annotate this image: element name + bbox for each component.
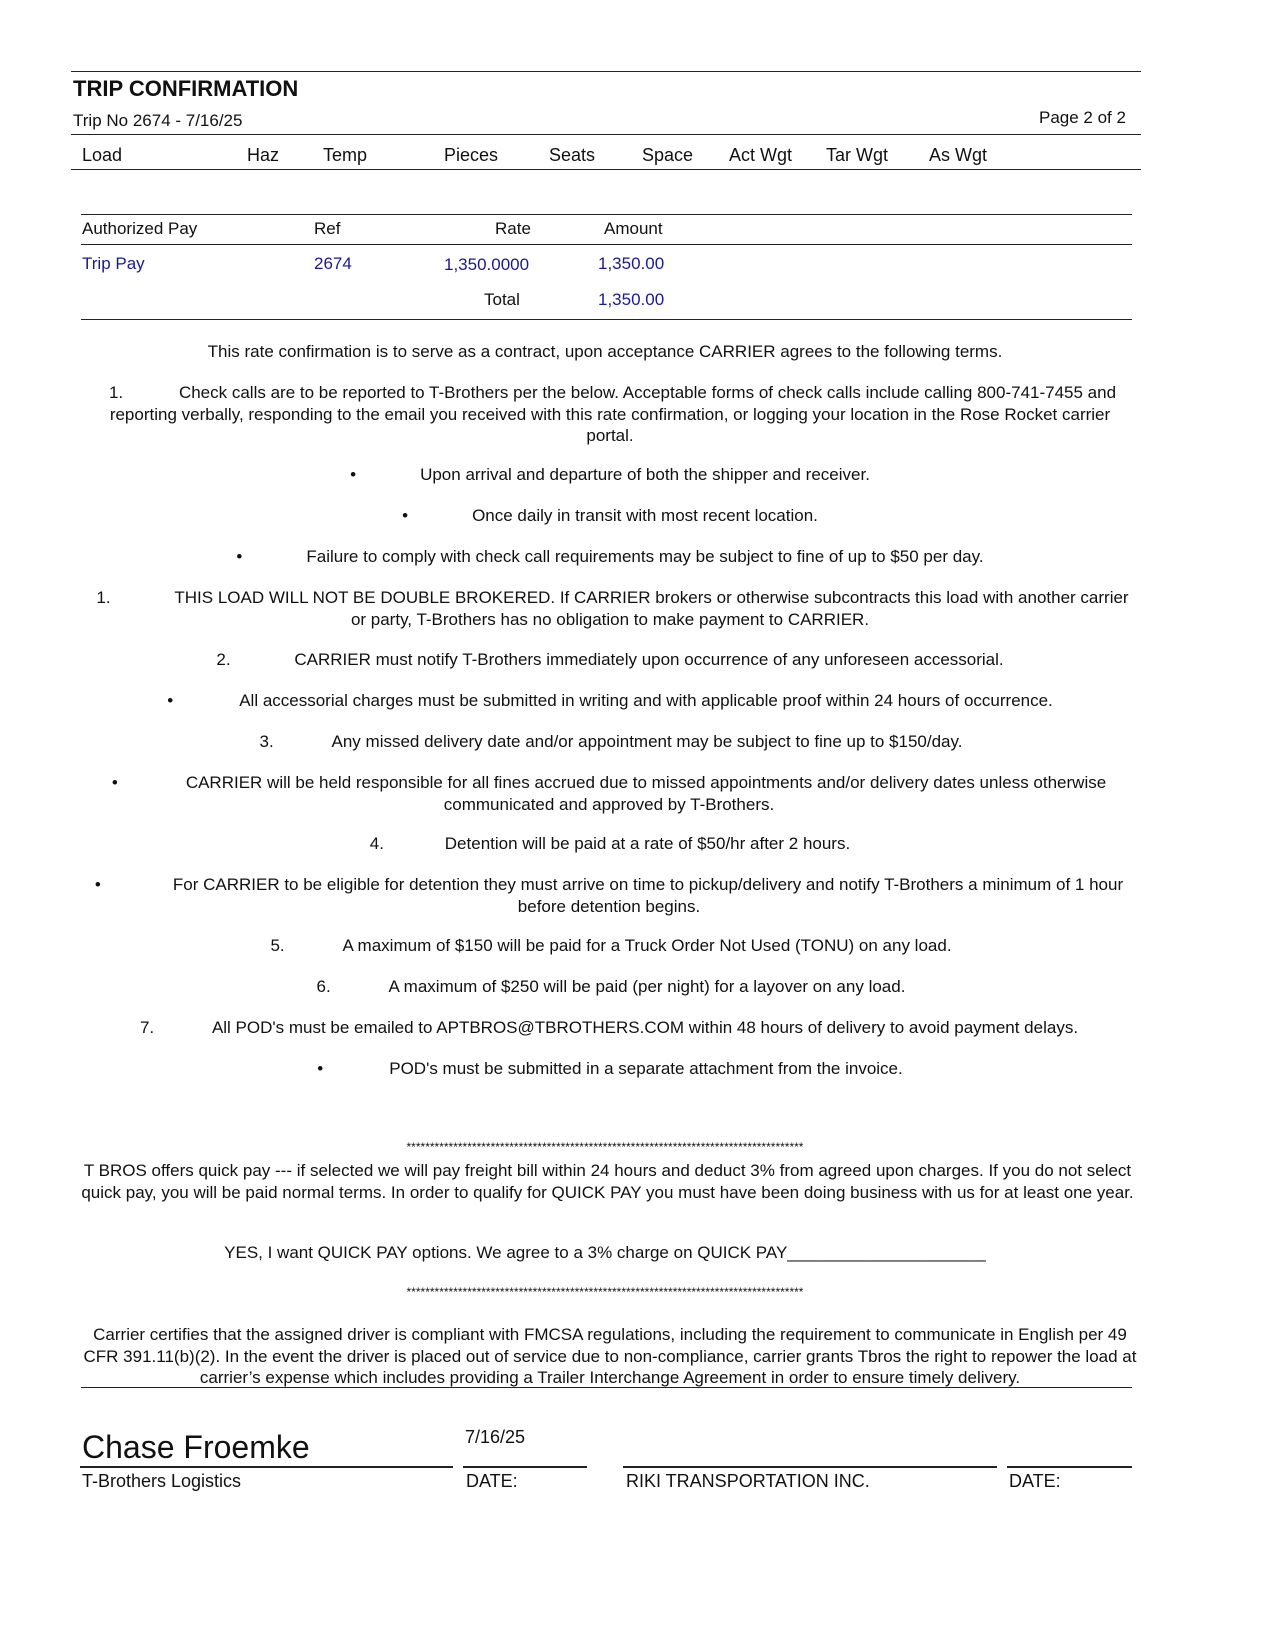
carrier-signature-line[interactable] [623,1466,997,1468]
term-text: POD's must be submitted in a separate attachment from the invoice. [389,1059,903,1078]
pay-table-bottom-rule [81,319,1132,320]
date-label: DATE: [466,1471,518,1491]
bullet-icon: • [94,875,101,894]
term-item [84,772,1134,815]
col-seats: Seats [549,145,596,165]
total-value: 1,350.00 [598,290,665,309]
term-item [350,833,870,855]
col-as-wgt: As Wgt [929,145,988,165]
page-indicator: Page 2 of 2 [1039,108,1126,127]
broker-signature-line [80,1466,453,1468]
term-text: Upon arrival and departure of both the shipper and receiver. [420,465,870,484]
cell-authorized-pay: Trip Pay [82,254,145,273]
header-top-rule [71,71,1141,72]
bullet-icon: • [350,465,357,484]
term-item [296,976,926,998]
col-act-wgt: Act Wgt [729,145,793,165]
quick-pay-opt-in[interactable]: YES, I want QUICK PAY options. We agree to a 3% charge on QUICK PAY_____________________ [224,1243,986,1262]
term-item [90,382,1130,447]
term-item [385,505,835,527]
term-marker: 1. [96,588,111,607]
cell-amount: 1,350.00 [598,254,665,273]
cell-ref: 2674 [314,254,352,273]
col-temp: Temp [323,145,368,165]
load-table-rule [71,169,1141,170]
col-space: Space [642,145,694,165]
carrier-date-line[interactable] [1007,1466,1132,1468]
col-haz: Haz [247,145,280,165]
term-text: All POD's must be emailed to APTBROS@TBROTHERS.COM within 48 hours of delivery to avoid payment delays. [211,1018,1079,1037]
col-tar-wgt: Tar Wgt [826,145,889,165]
carrier-name: RIKI TRANSPORTATION INC. [626,1471,870,1491]
term-marker: 1. [108,383,124,402]
bullet-icon: • [402,506,409,525]
broker-date: 7/16/25 [465,1427,526,1447]
term-text: Failure to comply with check call requirements may be subject to fine of up to $50 per day. [306,547,984,566]
term-item [84,874,1134,917]
trip-number: Trip No 2674 - 7/16/25 [73,111,243,130]
col-ref: Ref [314,219,341,238]
term-item [330,464,890,486]
stars-divider: ************************************************************************************* [406,1285,804,1299]
term-text: Any missed delivery date and/or appointment may be subject to fine up to $150/day. [331,732,963,751]
col-pieces: Pieces [444,145,499,165]
term-marker: 2. [216,650,231,669]
bullet-icon: • [111,773,118,792]
col-rate: Rate [495,219,531,238]
stars-divider: ************************************************************************************* [406,1140,804,1154]
term-item [246,935,976,957]
page-title: TRIP CONFIRMATION [73,76,299,101]
term-text: A maximum of $250 will be paid (per night) for a layover on any load. [388,977,906,996]
term-marker: 4. [369,834,384,853]
broker-name: T-Brothers Logistics [82,1471,242,1491]
term-marker: 6. [316,977,331,996]
broker-signature: Chase Froemke [82,1429,310,1465]
term-text: All accessorial charges must be submitted in writing and with applicable proof within 24 hours of occurrence. [239,691,1053,710]
term-marker: 5. [270,936,285,955]
col-authorized-pay: Authorized Pay [82,219,198,238]
term-text: For CARRIER to be eligible for detention they must arrive on time to pickup/delivery and notify T-Brothers a minimum of 1 hour before detention begins. [172,875,1124,916]
term-marker: 7. [139,1018,155,1037]
quick-pay-text: T BROS offers quick pay --- if selected we will pay freight bill within 24 hours and deduct 3% from agreed upon charges. If you do not select quick pay, you will be paid normal terms. In order to qualify for QUICK PAY you must have been doing business with us for at least one year. [81,1161,1134,1202]
pay-table-top-rule [81,214,1132,215]
term-marker: 3. [259,732,274,751]
term-text: A maximum of $150 will be paid for a Truck Order Not Used (TONU) on any load. [342,936,952,955]
carrier-certification: Carrier certifies that the assigned driver is compliant with FMCSA regulations, including the requirement to communicate in English per 49 CFR 391.11(b)(2). In the event the driver is placed out of service due to non-compliance, carrier grants Tbros the right to repower the load at carrier’s expense which includes providing a Trailer Interchange Agreement in order to ensure timely delivery. [83,1325,1137,1387]
term-item [114,1017,1104,1039]
broker-date-line [463,1466,587,1468]
term-text: CARRIER will be held responsible for all fines accrued due to missed appointments and/or delivery dates unless otherwise communicated and approved by T-Brothers. [185,773,1107,814]
col-load: Load [82,145,123,165]
bullet-icon: • [236,547,243,566]
term-item [140,690,1080,712]
bullet-icon: • [167,691,174,710]
total-label: Total [484,290,520,309]
header-rule [71,134,1141,135]
bullet-icon: • [317,1059,324,1078]
certification-rule [81,1387,1132,1388]
term-item [210,546,1010,568]
term-item [190,649,1030,671]
date-label: DATE: [1009,1471,1061,1491]
term-item [236,731,986,753]
col-amount: Amount [604,219,663,238]
term-text: Once daily in transit with most recent location. [472,506,818,525]
term-text: Check calls are to be reported to T-Brothers per the below. Acceptable forms of check calls include calling 800-741-7455 and reporting verbally, responding to the email you received with this rate confirmation, or logging your location in the Rose Rocket carrier portal. [109,383,1117,445]
term-text: Detention will be paid at a rate of $50/hr after 2 hours. [444,834,851,853]
terms-intro: This rate confirmation is to serve as a contract, upon acceptance CARRIER agrees to the following terms. [207,342,1003,361]
term-item [300,1058,920,1080]
cell-rate: 1,350.0000 [444,255,530,274]
term-text: CARRIER must notify T-Brothers immediately upon occurrence of any unforeseen accessorial. [294,650,1004,669]
pay-table-header-rule [81,244,1132,245]
term-text: THIS LOAD WILL NOT BE DOUBLE BROKERED. If CARRIER brokers or otherwise subcontracts this load with another carrier or party, T-Brothers has no obligation to make payment to CARRIER. [174,588,1129,629]
term-item [90,587,1130,630]
